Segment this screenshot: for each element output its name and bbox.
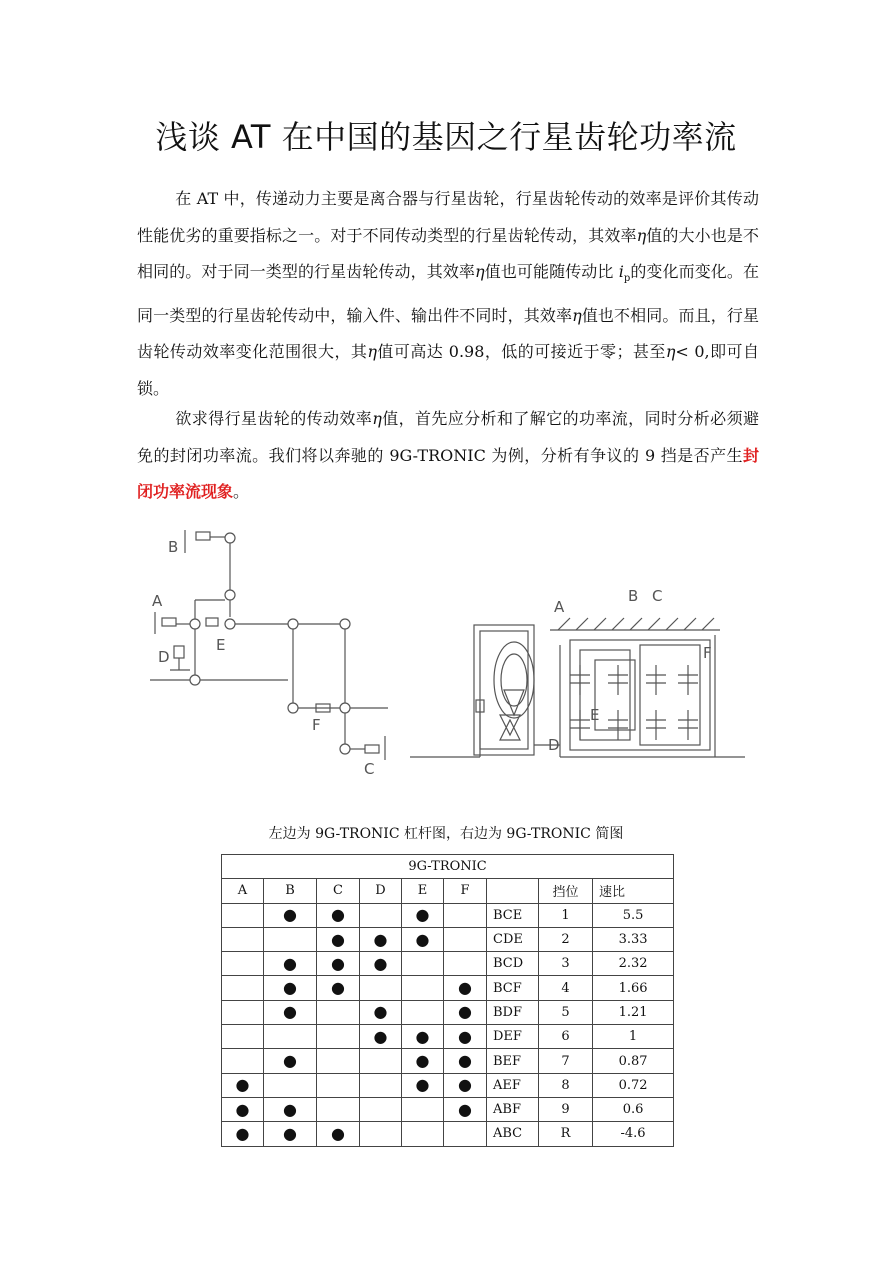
cell-gear: 1 xyxy=(539,903,593,927)
cell-f: ● xyxy=(444,1049,487,1073)
highlight-text: 封闭功率流现象 xyxy=(137,445,759,501)
cell-b: ● xyxy=(264,1000,317,1024)
schematic-label-d: D xyxy=(548,736,560,754)
cell-combo: BCD xyxy=(487,952,539,976)
cell-e: ● xyxy=(402,1049,444,1073)
cell-f: ● xyxy=(444,1073,487,1097)
p1-text-7: < 0,即可自锁。 xyxy=(137,342,759,398)
cell-c: ● xyxy=(317,903,360,927)
schematic-label-a: A xyxy=(554,598,565,616)
schematic-label-b: B xyxy=(628,587,639,605)
cell-b: ● xyxy=(264,976,317,1000)
schematic-diagram xyxy=(410,585,750,765)
cell-c: ● xyxy=(317,952,360,976)
eta-symbol: η xyxy=(665,342,676,362)
cell-a: ● xyxy=(222,1073,264,1097)
cell-c xyxy=(317,1073,360,1097)
header-combo xyxy=(487,879,539,903)
cell-c: ● xyxy=(317,927,360,951)
table-row xyxy=(222,976,674,1000)
eta-symbol: η xyxy=(572,305,582,325)
cell-d xyxy=(360,903,402,927)
cell-gear: 7 xyxy=(539,1049,593,1073)
cell-f: ● xyxy=(444,1097,487,1121)
cell-combo: BDF xyxy=(487,1000,539,1024)
table-title: 9G-TRONIC xyxy=(222,855,674,879)
cell-e xyxy=(402,1122,444,1146)
table-row xyxy=(222,1122,674,1146)
cell-f xyxy=(444,1122,487,1146)
lever-label-c: C xyxy=(364,760,375,778)
ratio-subscript: p xyxy=(623,273,631,285)
table-row xyxy=(222,952,674,976)
cell-e xyxy=(402,976,444,1000)
cell-a xyxy=(222,976,264,1000)
cell-c xyxy=(317,1049,360,1073)
cell-combo: BCF xyxy=(487,976,539,1000)
cell-a xyxy=(222,1000,264,1024)
cell-d xyxy=(360,1122,402,1146)
cell-ratio: 3.33 xyxy=(593,927,674,951)
shift-table xyxy=(221,854,674,1147)
lever-diagram xyxy=(140,520,400,780)
schematic-label-c: C xyxy=(652,587,663,605)
figure-caption: 左边为 9G-TRONIC 杠杆图，右边为 9G-TRONIC 简图 xyxy=(268,826,624,842)
cell-a: ● xyxy=(222,1122,264,1146)
p1-text-3: 值也可能随传动比 xyxy=(484,262,619,281)
header-a: A xyxy=(222,879,264,903)
table-row xyxy=(222,1097,674,1121)
lever-label-b: B xyxy=(168,538,179,556)
table-row xyxy=(222,1073,674,1097)
cell-a xyxy=(222,903,264,927)
cell-gear: 6 xyxy=(539,1025,593,1049)
header-b: B xyxy=(264,879,317,903)
header-e: E xyxy=(402,879,444,903)
cell-f: ● xyxy=(444,1000,487,1024)
cell-d xyxy=(360,1073,402,1097)
cell-d xyxy=(360,1049,402,1073)
eta-symbol: η xyxy=(367,342,377,362)
paragraph-1 xyxy=(137,181,759,407)
cell-d xyxy=(360,976,402,1000)
cell-b xyxy=(264,1073,317,1097)
cell-f: ● xyxy=(444,1025,487,1049)
table-row xyxy=(222,927,674,951)
cell-c xyxy=(317,1000,360,1024)
lever-label-a: A xyxy=(152,592,163,610)
cell-e: ● xyxy=(402,1025,444,1049)
cell-d xyxy=(360,1097,402,1121)
cell-ratio: 0.6 xyxy=(593,1097,674,1121)
cell-c: ● xyxy=(317,976,360,1000)
cell-gear: 8 xyxy=(539,1073,593,1097)
cell-d: ● xyxy=(360,952,402,976)
p1-text-4: 的变化而变化。在同一类型的行星齿轮传动中，输入件、输出件不同时，其效率 xyxy=(137,262,759,325)
table-header-row xyxy=(222,879,674,903)
cell-b xyxy=(264,1025,317,1049)
cell-e xyxy=(402,952,444,976)
eta-symbol: η xyxy=(636,225,647,245)
cell-ratio: 1 xyxy=(593,1025,674,1049)
cell-gear: 5 xyxy=(539,1000,593,1024)
p2-text-2: 值，首先应分析和了解它的功率流，同时分析必须避免的封闭功率流。我们将以奔驰的 9G-TRONIC 为例，分析有争议的 9 挡是否产生 xyxy=(137,409,759,465)
cell-e: ● xyxy=(402,903,444,927)
table-row xyxy=(222,903,674,927)
cell-c: ● xyxy=(317,1122,360,1146)
cell-gear: 9 xyxy=(539,1097,593,1121)
eta-symbol: η xyxy=(475,262,485,281)
cell-a xyxy=(222,1025,264,1049)
schematic-label-f: F xyxy=(703,644,712,662)
cell-combo: ABC xyxy=(487,1122,539,1146)
p1-text-6: 值可高达 0.98，低的可接近于零；甚至 xyxy=(376,342,666,362)
cell-a xyxy=(222,952,264,976)
cell-b xyxy=(264,927,317,951)
p2-text-1: 欲求得行星齿轮的传动效率 xyxy=(175,409,373,428)
table-row xyxy=(222,1025,674,1049)
cell-combo: DEF xyxy=(487,1025,539,1049)
cell-e xyxy=(402,1000,444,1024)
cell-ratio: 2.32 xyxy=(593,952,674,976)
cell-combo: AEF xyxy=(487,1073,539,1097)
cell-f: ● xyxy=(444,976,487,1000)
cell-ratio: 5.5 xyxy=(593,903,674,927)
cell-a: ● xyxy=(222,1097,264,1121)
cell-e xyxy=(402,1097,444,1121)
table-row xyxy=(222,1000,674,1024)
p1-text-2: 值的大小也是不相同的。对于同一类型的行星齿轮传动，其效率 xyxy=(137,225,759,281)
cell-f xyxy=(444,952,487,976)
cell-b: ● xyxy=(264,952,317,976)
cell-f xyxy=(444,903,487,927)
cell-combo: BEF xyxy=(487,1049,539,1073)
header-ratio: 速比 xyxy=(593,879,674,903)
cell-c xyxy=(317,1025,360,1049)
cell-f xyxy=(444,927,487,951)
p2-text-3: 。 xyxy=(233,482,250,501)
cell-b: ● xyxy=(264,1122,317,1146)
cell-c xyxy=(317,1097,360,1121)
p1-text-5: 值也不相同。而且，行星齿轮传动效率变化范围很大，其 xyxy=(137,305,759,362)
p1-text-1: 在 AT 中，传递动力主要是离合器与行星齿轮，行星齿轮传动的效率是评价其传动性能优劣的重要指标之一。对于不同传动类型的行星齿轮传动，其效率 xyxy=(137,189,759,245)
eta-symbol: η xyxy=(372,409,382,428)
cell-a xyxy=(222,1049,264,1073)
cell-combo: BCE xyxy=(487,903,539,927)
schematic-label-e: E xyxy=(590,706,600,724)
cell-ratio: -4.6 xyxy=(593,1122,674,1146)
table-row xyxy=(222,1049,674,1073)
cell-ratio: 0.72 xyxy=(593,1073,674,1097)
header-c: C xyxy=(317,879,360,903)
cell-gear: 2 xyxy=(539,927,593,951)
cell-gear: 4 xyxy=(539,976,593,1000)
paragraph-2 xyxy=(137,401,759,511)
header-gear: 挡位 xyxy=(539,879,593,903)
cell-b: ● xyxy=(264,903,317,927)
lever-label-e: E xyxy=(216,636,226,654)
cell-e: ● xyxy=(402,1073,444,1097)
cell-a xyxy=(222,927,264,951)
header-f: F xyxy=(444,879,487,903)
ratio-symbol: i xyxy=(618,262,624,281)
cell-b: ● xyxy=(264,1097,317,1121)
cell-d: ● xyxy=(360,927,402,951)
cell-combo: ABF xyxy=(487,1097,539,1121)
cell-ratio: 1.21 xyxy=(593,1000,674,1024)
page-title: 浅谈 AT 在中国的基因之行星齿轮功率流 xyxy=(155,118,737,156)
lever-label-d: D xyxy=(158,648,170,666)
cell-b: ● xyxy=(264,1049,317,1073)
cell-combo: CDE xyxy=(487,927,539,951)
cell-d: ● xyxy=(360,1000,402,1024)
lever-label-f: F xyxy=(312,716,321,734)
cell-ratio: 1.66 xyxy=(593,976,674,1000)
header-d: D xyxy=(360,879,402,903)
cell-ratio: 0.87 xyxy=(593,1049,674,1073)
cell-d: ● xyxy=(360,1025,402,1049)
cell-e: ● xyxy=(402,927,444,951)
cell-gear: R xyxy=(539,1122,593,1146)
cell-gear: 3 xyxy=(539,952,593,976)
